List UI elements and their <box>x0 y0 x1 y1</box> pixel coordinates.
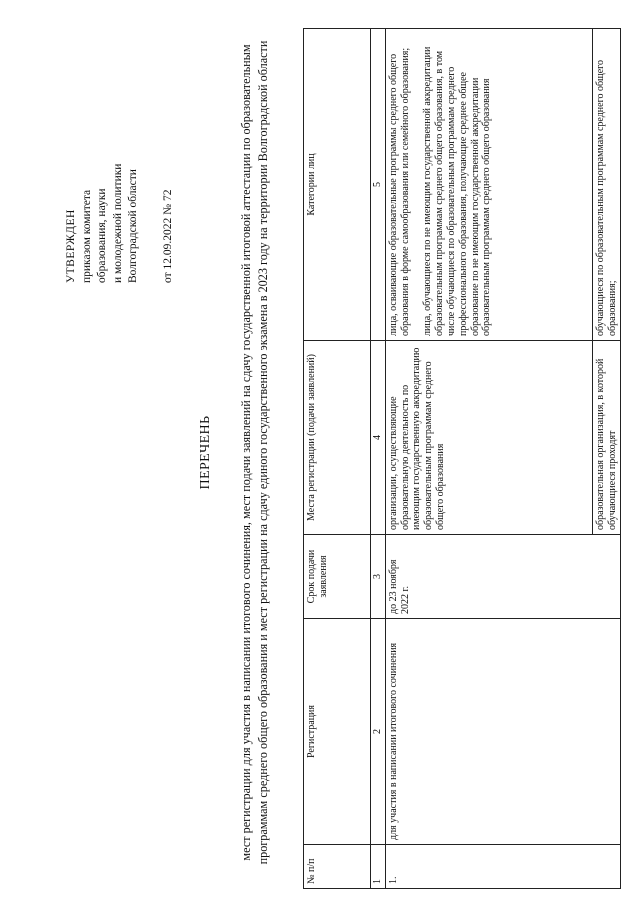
approval-line: образования, науки <box>96 188 108 283</box>
column-number: 5 <box>371 29 386 341</box>
table-row <box>385 29 592 889</box>
row-categories: обучающиеся по образовательным программам среднего общего образования; <box>592 29 621 341</box>
column-number: 3 <box>371 535 386 619</box>
approval-title: УТВЕРЖДЕН <box>65 209 77 283</box>
approval-line: Волгоградской области <box>127 169 139 283</box>
row-categories <box>385 29 592 341</box>
row-place: образовательная организация, в которой обучающиеся проходят <box>592 341 621 535</box>
row-place: организации, осуществляющие образовательную деятельность по имеющим государственную аккредитацию образовательным программам среднего общего образования <box>385 341 592 535</box>
approval-line: и молодежной политики <box>111 163 124 283</box>
category-text: лица, осваивающие образовательные программы среднего общего образования в форме самообразования или семейного образования; <box>387 47 411 336</box>
header-categories: Категории лиц <box>304 29 371 341</box>
header-registration: Регистрация <box>304 619 371 845</box>
approval-line: приказом комитета <box>80 189 93 283</box>
header-places: Места регистрации (подачи заявлений) <box>304 341 371 535</box>
header-number: № п/п <box>304 845 371 889</box>
header-deadline: Срок подачи заявления <box>304 535 371 619</box>
table-header-row <box>304 29 371 889</box>
column-number: 2 <box>371 619 386 845</box>
column-number: 4 <box>371 341 386 535</box>
approval-stamp <box>64 23 176 283</box>
document-title: ПЕРЕЧЕНЬ <box>198 415 213 490</box>
row-number: 1. <box>385 845 621 889</box>
column-number-row <box>371 29 386 889</box>
row-deadline: до 23 ноября 2022 г. <box>385 535 621 619</box>
registration-table <box>303 28 621 889</box>
document-subtitle: мест регистрации для участия в написании итогового сочинения, мест подачи заявлений на сдачу государственной итоговой аттестации по образовательным программам среднего общего образования и мест регистрации на сдачу единого государственного экзамена в 2023 году на территории Волгоградской области <box>239 40 270 865</box>
approval-date: от 12.09.2022 № 72 <box>161 189 174 283</box>
category-text: лица, обучающиеся по не имеющим государственной аккредитации образовательным программам среднего общего образования, в том числе обучающиеся по образовательным программам среднего профессионального образования, получающие среднее общее образование по не имеющим государственной аккредитации образовательным программам среднего общего образования <box>422 46 493 336</box>
column-number: 1 <box>371 845 386 889</box>
row-registration: для участия в написании итогового сочинения <box>385 619 621 845</box>
